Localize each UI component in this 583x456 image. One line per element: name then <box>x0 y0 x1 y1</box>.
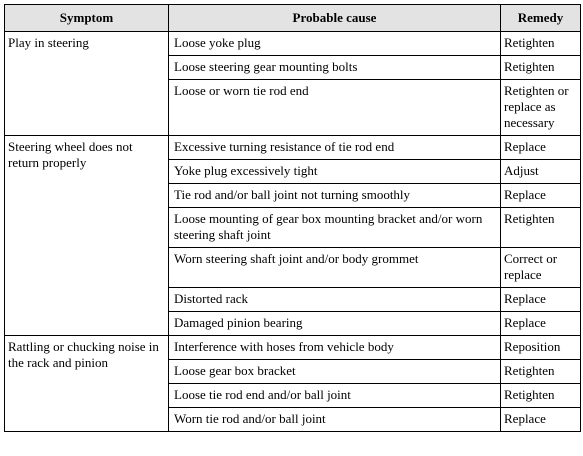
remedy-cell: Replace <box>501 136 581 160</box>
remedy-cell: Replace <box>501 408 581 432</box>
cause-cell: Loose or worn tie rod end <box>169 80 501 136</box>
remedy-cell: Retighten <box>501 32 581 56</box>
cause-cell: Loose yoke plug <box>169 32 501 56</box>
table-row <box>5 136 581 160</box>
remedy-cell: Retighten <box>501 360 581 384</box>
remedy-cell: Adjust <box>501 160 581 184</box>
symptom-cell: Play in steering <box>5 32 169 136</box>
cause-cell: Distorted rack <box>169 288 501 312</box>
remedy-cell: Correct or replace <box>501 248 581 288</box>
troubleshooting-table <box>4 4 581 432</box>
cause-cell: Loose gear box bracket <box>169 360 501 384</box>
remedy-cell: Retighten <box>501 208 581 248</box>
cause-cell: Interference with hoses from vehicle body <box>169 336 501 360</box>
cause-cell: Tie rod and/or ball joint not turning smoothly <box>169 184 501 208</box>
column-header-remedy: Remedy <box>501 5 581 32</box>
cause-cell: Loose tie rod end and/or ball joint <box>169 384 501 408</box>
column-header-symptom: Symptom <box>5 5 169 32</box>
cause-cell: Worn tie rod and/or ball joint <box>169 408 501 432</box>
remedy-cell: Retighten or replace as necessary <box>501 80 581 136</box>
table-row <box>5 336 581 360</box>
cause-cell: Excessive turning resistance of tie rod end <box>169 136 501 160</box>
cause-cell: Loose mounting of gear box mounting bracket and/or worn steering shaft joint <box>169 208 501 248</box>
remedy-cell: Retighten <box>501 384 581 408</box>
cause-cell: Worn steering shaft joint and/or body grommet <box>169 248 501 288</box>
troubleshooting-document <box>4 4 580 432</box>
remedy-cell: Retighten <box>501 56 581 80</box>
cause-cell: Damaged pinion bearing <box>169 312 501 336</box>
column-header-cause: Probable cause <box>169 5 501 32</box>
remedy-cell: Replace <box>501 184 581 208</box>
cause-cell: Loose steering gear mounting bolts <box>169 56 501 80</box>
table-header-row <box>5 5 581 32</box>
remedy-cell: Replace <box>501 312 581 336</box>
table-row <box>5 32 581 56</box>
remedy-cell: Reposition <box>501 336 581 360</box>
symptom-cell: Steering wheel does not return properly <box>5 136 169 336</box>
symptom-cell: Rattling or chucking noise in the rack and pinion <box>5 336 169 432</box>
cause-cell: Yoke plug excessively tight <box>169 160 501 184</box>
remedy-cell: Replace <box>501 288 581 312</box>
